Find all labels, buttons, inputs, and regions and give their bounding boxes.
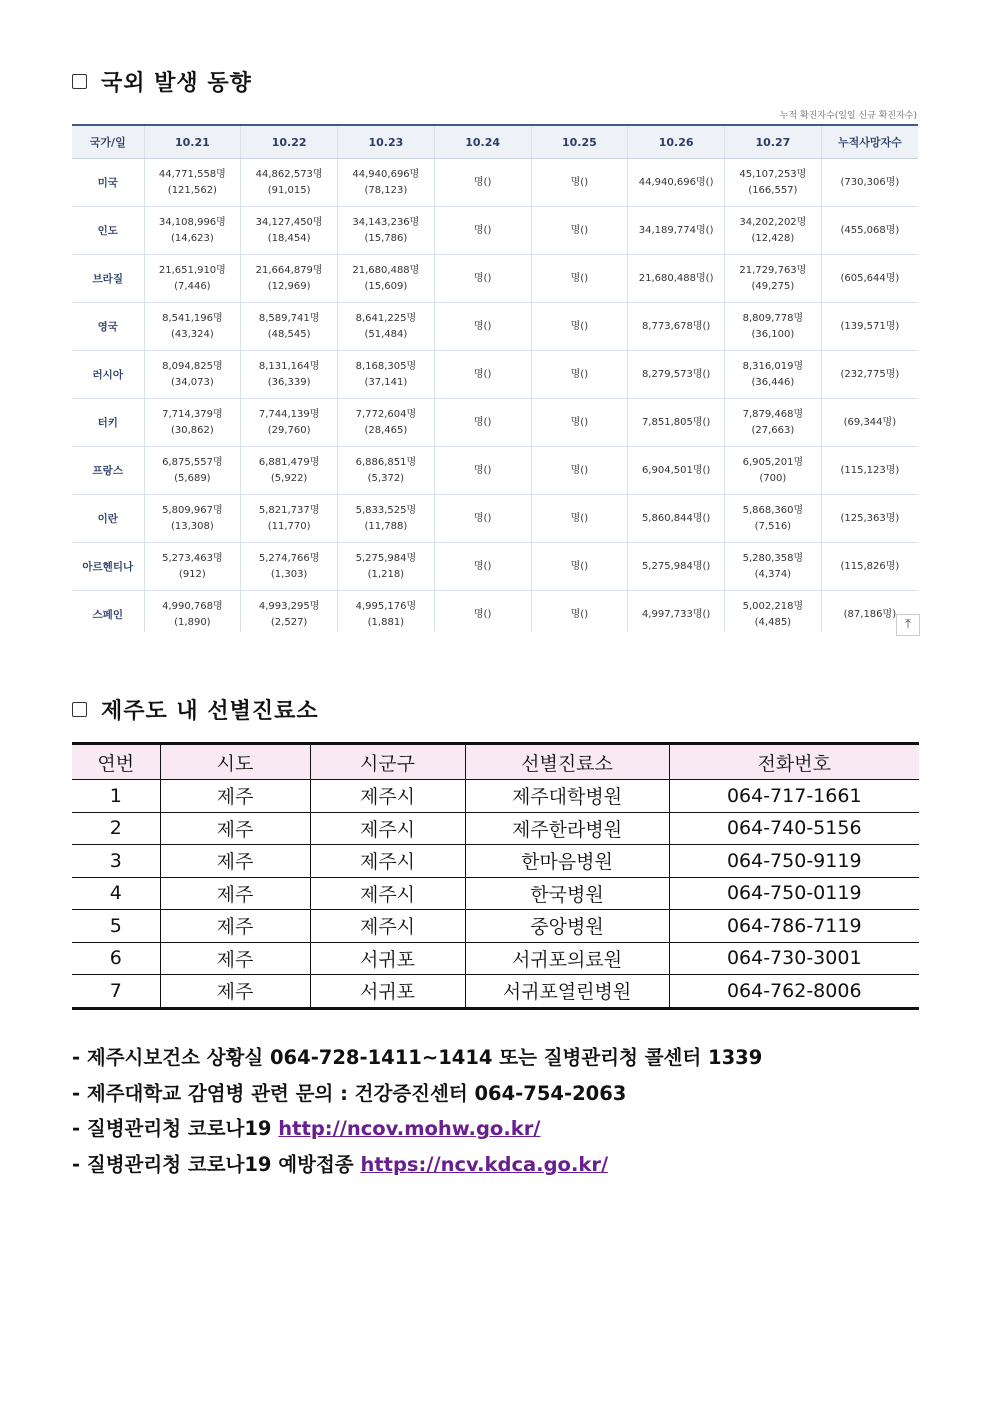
- jeju-table-header-row: [72, 744, 919, 780]
- jeju-table-cell: 제주: [160, 877, 310, 910]
- cumulative-count: 5,275,984명(): [641, 560, 711, 572]
- case-count-cell: [821, 351, 918, 399]
- case-count-cell: [725, 447, 822, 495]
- jeju-table-cell: 3: [72, 845, 160, 878]
- cumulative-count: 8,641,225명: [355, 312, 417, 324]
- case-count-cell: [434, 207, 531, 255]
- cumulative-count: 5,833,525명: [355, 504, 417, 516]
- cumulative-count: (232,775명): [840, 368, 900, 380]
- case-count-cell: [338, 159, 435, 207]
- case-count-cell: [628, 543, 725, 591]
- cumulative-count: 21,680,488명(): [638, 272, 714, 284]
- cumulative-count: 7,772,604명: [355, 408, 417, 420]
- cumulative-count: 명(): [570, 416, 589, 428]
- daily-new-count: (11,788): [364, 520, 408, 532]
- case-count-cell: [241, 495, 338, 543]
- case-count-cell: [531, 591, 628, 633]
- daily-new-count: (7,516): [754, 520, 792, 532]
- jeju-table-cell: 한국병원: [465, 877, 669, 910]
- overseas-table-row: [72, 495, 918, 543]
- cumulative-count: 5,860,844명(): [641, 512, 711, 524]
- case-count-cell: [434, 543, 531, 591]
- daily-new-count: (29,760): [267, 424, 311, 436]
- cumulative-count: 5,821,737명: [258, 504, 320, 516]
- overseas-table-row: [72, 351, 918, 399]
- case-count-cell: [725, 399, 822, 447]
- case-count-cell: [434, 399, 531, 447]
- case-count-cell: [725, 303, 822, 351]
- case-count-cell: [434, 303, 531, 351]
- overseas-column-header: 10.26: [628, 125, 725, 159]
- case-count-cell: [628, 255, 725, 303]
- jeju-table-row: [72, 845, 919, 878]
- jeju-table-row: [72, 877, 919, 910]
- jeju-table-cell: 064-717-1661: [669, 780, 919, 813]
- case-count-cell: [144, 255, 241, 303]
- case-count-cell: [531, 351, 628, 399]
- case-count-cell: [338, 303, 435, 351]
- case-count-cell: [144, 495, 241, 543]
- case-count-cell: [531, 159, 628, 207]
- jeju-table-cell: 제주시: [310, 812, 465, 845]
- jeju-table-cell: 064-750-9119: [669, 845, 919, 878]
- daily-new-count: (11,770): [267, 520, 311, 532]
- cumulative-count: 명(): [473, 272, 492, 284]
- jeju-table-cell: 7: [72, 975, 160, 1009]
- cumulative-count: 7,714,379명: [162, 408, 223, 420]
- case-count-cell: [725, 207, 822, 255]
- jeju-table-cell: 6: [72, 942, 160, 975]
- cumulative-count: 8,316,019명: [742, 360, 804, 372]
- daily-new-count: (5,922): [270, 472, 308, 484]
- cumulative-count: 5,273,463명: [162, 552, 223, 564]
- case-count-cell: [725, 495, 822, 543]
- case-count-cell: [628, 591, 725, 633]
- jeju-table-cell: 서귀포열린병원: [465, 975, 669, 1009]
- cumulative-count: 6,881,479명: [258, 456, 320, 468]
- case-count-cell: [628, 447, 725, 495]
- cumulative-count: 명(): [473, 368, 492, 380]
- case-count-cell: [241, 207, 338, 255]
- overseas-table-container: [72, 124, 918, 632]
- jeju-table-row: [72, 975, 919, 1009]
- case-count-cell: [628, 399, 725, 447]
- arrow-up-to-top-icon: ⤒: [905, 617, 911, 632]
- cumulative-count: (115,826명): [840, 560, 900, 572]
- case-count-cell: [241, 591, 338, 633]
- cumulative-count: 8,773,678명(): [641, 320, 711, 332]
- cumulative-count: 8,131,164명: [258, 360, 320, 372]
- overseas-table-row: [72, 591, 918, 633]
- jeju-table-cell: 제주시: [310, 780, 465, 813]
- contact-line-4-text: - 질병관리청 코로나19 예방접종: [72, 1152, 361, 1176]
- cumulative-count: 명(): [473, 512, 492, 524]
- daily-new-count: (166,557): [748, 184, 798, 196]
- cumulative-count: 명(): [473, 560, 492, 572]
- daily-new-count: (1,303): [270, 568, 308, 580]
- cumulative-count: 명(): [570, 176, 589, 188]
- cumulative-count: 7,851,805명(): [641, 416, 711, 428]
- daily-new-count: (27,663): [751, 424, 795, 436]
- case-count-cell: [821, 447, 918, 495]
- cumulative-count: 명(): [473, 464, 492, 476]
- cumulative-count: (730,306명): [840, 176, 900, 188]
- jeju-clinic-table: [72, 742, 919, 1010]
- case-count-cell: [144, 303, 241, 351]
- cumulative-count: 45,107,253명: [739, 168, 807, 180]
- jeju-table-row: [72, 780, 919, 813]
- cumulative-count: 8,541,196명: [162, 312, 223, 324]
- cumulative-count: 21,680,488명: [352, 264, 420, 276]
- cumulative-count: 7,744,139명: [258, 408, 320, 420]
- overseas-column-header: 누적사망자수: [821, 125, 918, 159]
- cumulative-count: 8,094,825명: [162, 360, 223, 372]
- cumulative-count: (455,068명): [840, 224, 900, 236]
- jeju-table-cell: 제주한라병원: [465, 812, 669, 845]
- jeju-table-cell: 064-750-0119: [669, 877, 919, 910]
- cumulative-count: 4,993,295명: [258, 600, 320, 612]
- jeju-table-cell: 제주: [160, 910, 310, 943]
- daily-new-count: (91,015): [267, 184, 311, 196]
- checkbox-icon: [72, 702, 87, 717]
- cumulative-count: 7,879,468명: [742, 408, 804, 420]
- case-count-cell: [434, 351, 531, 399]
- daily-new-count: (78,123): [364, 184, 408, 196]
- case-count-cell: [628, 495, 725, 543]
- jeju-table-cell: 2: [72, 812, 160, 845]
- case-count-cell: [531, 495, 628, 543]
- daily-new-count: (12,428): [751, 232, 795, 244]
- jeju-title: 제주도 내 선별진료소: [101, 699, 319, 724]
- jeju-table-row: [72, 910, 919, 943]
- cumulative-count: 명(): [473, 320, 492, 332]
- jeju-table-cell: 1: [72, 780, 160, 813]
- case-count-cell: [434, 255, 531, 303]
- cumulative-count: 명(): [570, 272, 589, 284]
- jeju-table-cell: 서귀포의료원: [465, 942, 669, 975]
- daily-new-count: (1,890): [174, 616, 211, 628]
- daily-new-count: (37,141): [364, 376, 408, 388]
- cumulative-count: 명(): [570, 464, 589, 476]
- overseas-column-header: 10.25: [531, 125, 628, 159]
- daily-new-count: (30,862): [170, 424, 214, 436]
- overseas-table-row: [72, 447, 918, 495]
- case-count-cell: [821, 207, 918, 255]
- daily-new-count: (36,100): [751, 328, 795, 340]
- country-name: 인도: [72, 207, 144, 255]
- case-count-cell: [725, 255, 822, 303]
- jeju-table-cell: 제주시: [310, 877, 465, 910]
- cumulative-count: 21,651,910명: [158, 264, 226, 276]
- jeju-table-cell: 제주: [160, 845, 310, 878]
- case-count-cell: [531, 207, 628, 255]
- daily-new-count: (4,374): [754, 568, 792, 580]
- case-count-cell: [144, 159, 241, 207]
- case-count-cell: [531, 303, 628, 351]
- cumulative-count: 4,990,768명: [162, 600, 223, 612]
- jeju-table-cell: 서귀포: [310, 942, 465, 975]
- cumulative-count: 8,279,573명(): [641, 368, 711, 380]
- daily-new-count: (1,881): [367, 616, 405, 628]
- jeju-table-cell: 4: [72, 877, 160, 910]
- jeju-column-header: 시도: [160, 744, 310, 780]
- overseas-table-row: [72, 255, 918, 303]
- case-count-cell: [628, 207, 725, 255]
- overseas-table-row: [72, 399, 918, 447]
- overseas-table-note: 누적 확진자수(일일 신규 확진자수): [779, 111, 917, 121]
- cumulative-count: 5,274,766명: [258, 552, 320, 564]
- cumulative-count: 34,108,996명: [158, 216, 226, 228]
- case-count-cell: [628, 351, 725, 399]
- daily-new-count: (18,454): [267, 232, 311, 244]
- daily-new-count: (4,485): [754, 616, 792, 628]
- country-name: 터키: [72, 399, 144, 447]
- cumulative-count: 21,729,763명: [739, 264, 807, 276]
- jeju-table-cell: 064-740-5156: [669, 812, 919, 845]
- overseas-column-header: 10.22: [241, 125, 338, 159]
- case-count-cell: [241, 447, 338, 495]
- contact-line-1: - 제주시보건소 상황실 064-728-1411~1414 또는 질병관리청 콜센터 1339: [72, 1046, 763, 1069]
- daily-new-count: (2,527): [270, 616, 308, 628]
- case-count-cell: [628, 303, 725, 351]
- case-count-cell: [725, 159, 822, 207]
- jeju-table-row: [72, 942, 919, 975]
- case-count-cell: [338, 255, 435, 303]
- daily-new-count: (12,969): [267, 280, 311, 292]
- daily-new-count: (912): [178, 568, 206, 580]
- case-count-cell: [144, 351, 241, 399]
- daily-new-count: (28,465): [364, 424, 408, 436]
- case-count-cell: [821, 495, 918, 543]
- cumulative-count: (605,644명): [840, 272, 900, 284]
- case-count-cell: [434, 495, 531, 543]
- country-name: 영국: [72, 303, 144, 351]
- case-count-cell: [531, 255, 628, 303]
- case-count-cell: [821, 303, 918, 351]
- cumulative-count: (125,363명): [840, 512, 900, 524]
- country-name: 러시아: [72, 351, 144, 399]
- contact-line-3-text: - 질병관리청 코로나19: [72, 1117, 279, 1140]
- cumulative-count: 6,905,201명: [742, 456, 804, 468]
- daily-new-count: (5,689): [174, 472, 211, 484]
- daily-new-count: (15,609): [364, 280, 408, 292]
- case-count-cell: [725, 351, 822, 399]
- cumulative-count: 34,202,202명: [739, 216, 807, 228]
- case-count-cell: [531, 543, 628, 591]
- cumulative-count: 34,127,450명: [255, 216, 323, 228]
- country-name: 미국: [72, 159, 144, 207]
- case-count-cell: [821, 399, 918, 447]
- cumulative-count: 44,940,696명: [352, 168, 420, 180]
- overseas-table-row: [72, 543, 918, 591]
- daily-new-count: (121,562): [167, 184, 217, 196]
- case-count-cell: [434, 591, 531, 633]
- country-name: 아르헨티나: [72, 543, 144, 591]
- case-count-cell: [144, 543, 241, 591]
- case-count-cell: [434, 159, 531, 207]
- case-count-cell: [338, 543, 435, 591]
- country-name: 브라질: [72, 255, 144, 303]
- jeju-table-cell: 제주: [160, 975, 310, 1009]
- ncov-link[interactable]: http://ncov.mohw.go.kr/: [278, 1117, 541, 1140]
- cumulative-count: 5,002,218명: [742, 600, 804, 612]
- jeju-table-cell: 제주시: [310, 910, 465, 943]
- jeju-table-cell: 제주시: [310, 845, 465, 878]
- cumulative-count: 6,904,501명(): [641, 464, 711, 476]
- jeju-table-cell: 한마음병원: [465, 845, 669, 878]
- jeju-column-header: 선별진료소: [465, 744, 669, 780]
- case-count-cell: [144, 207, 241, 255]
- jeju-table-cell: 064-762-8006: [669, 975, 919, 1009]
- cumulative-count: 명(): [570, 320, 589, 332]
- case-count-cell: [241, 255, 338, 303]
- case-count-cell: [725, 591, 822, 633]
- case-count-cell: [338, 399, 435, 447]
- overseas-column-header: 10.24: [434, 125, 531, 159]
- cumulative-count: 4,997,733명(): [641, 608, 711, 620]
- cumulative-count: 명(): [570, 608, 589, 620]
- case-count-cell: [144, 399, 241, 447]
- daily-new-count: (36,339): [267, 376, 311, 388]
- cumulative-count: 8,809,778명: [742, 312, 804, 324]
- cumulative-count: (69,344명): [843, 416, 897, 428]
- daily-new-count: (1,218): [367, 568, 405, 580]
- jeju-table-cell: 제주: [160, 812, 310, 845]
- overseas-title: 국외 발생 동향: [101, 71, 252, 96]
- case-count-cell: [338, 591, 435, 633]
- jeju-section-heading: [72, 694, 319, 725]
- case-count-cell: [338, 447, 435, 495]
- case-count-cell: [144, 591, 241, 633]
- daily-new-count: (49,275): [751, 280, 795, 292]
- daily-new-count: (5,372): [367, 472, 405, 484]
- cumulative-count: 명(): [473, 608, 492, 620]
- daily-new-count: (43,324): [170, 328, 214, 340]
- contact-line-2: - 제주대학교 감염병 관련 문의 : 건강증진센터 064-754-2063: [72, 1081, 627, 1105]
- cumulative-count: 4,995,176명: [355, 600, 417, 612]
- case-count-cell: [821, 255, 918, 303]
- cumulative-count: 34,143,236명: [352, 216, 420, 228]
- case-count-cell: [628, 159, 725, 207]
- daily-new-count: (34,073): [170, 376, 214, 388]
- case-count-cell: [241, 159, 338, 207]
- daily-new-count: (13,308): [170, 520, 214, 532]
- cumulative-count: 명(): [473, 176, 492, 188]
- cumulative-count: (87,186명): [843, 608, 897, 620]
- contact-info: [72, 1040, 762, 1182]
- checkbox-icon: [72, 74, 87, 89]
- overseas-table-row: [72, 159, 918, 207]
- overseas-column-header: 10.21: [144, 125, 241, 159]
- cumulative-count: 8,589,741명: [258, 312, 320, 324]
- jeju-table-cell: 중앙병원: [465, 910, 669, 943]
- overseas-table-header-row: [72, 125, 918, 159]
- scroll-to-top-button[interactable]: [896, 614, 920, 636]
- cumulative-count: 명(): [570, 224, 589, 236]
- cumulative-count: 6,875,557명: [162, 456, 223, 468]
- cumulative-count: 명(): [570, 560, 589, 572]
- overseas-column-header: 국가/일: [72, 125, 144, 159]
- case-count-cell: [338, 207, 435, 255]
- cumulative-count: 5,280,358명: [742, 552, 804, 564]
- jeju-table-cell: 064-786-7119: [669, 910, 919, 943]
- country-name: 스페인: [72, 591, 144, 633]
- contact-line-3: [72, 1111, 762, 1147]
- jeju-table-cell: 서귀포: [310, 975, 465, 1009]
- daily-new-count: (14,623): [170, 232, 214, 244]
- cumulative-count: (115,123명): [840, 464, 900, 476]
- contact-line-4: [72, 1147, 762, 1183]
- daily-new-count: (700): [759, 472, 787, 484]
- daily-new-count: (7,446): [174, 280, 211, 292]
- daily-new-count: (36,446): [751, 376, 795, 388]
- country-name: 프랑스: [72, 447, 144, 495]
- cumulative-count: 34,189,774명(): [638, 224, 714, 236]
- case-count-cell: [338, 495, 435, 543]
- cumulative-count: (139,571명): [840, 320, 900, 332]
- cumulative-count: 44,940,696명(): [638, 176, 714, 188]
- cumulative-count: 6,886,851명: [355, 456, 417, 468]
- case-count-cell: [725, 543, 822, 591]
- daily-new-count: (48,545): [267, 328, 311, 340]
- ncv-link[interactable]: https://ncv.kdca.go.kr/: [360, 1152, 609, 1176]
- case-count-cell: [821, 543, 918, 591]
- overseas-table-row: [72, 303, 918, 351]
- overseas-column-header: 10.27: [725, 125, 822, 159]
- overseas-section-heading: [72, 66, 252, 97]
- cumulative-count: 44,862,573명: [255, 168, 323, 180]
- jeju-table-cell: 제주대학병원: [465, 780, 669, 813]
- cumulative-count: 5,809,967명: [162, 504, 223, 516]
- cumulative-count: 21,664,879명: [255, 264, 323, 276]
- case-count-cell: [241, 543, 338, 591]
- jeju-table-cell: 064-730-3001: [669, 942, 919, 975]
- cumulative-count: 8,168,305명: [355, 360, 417, 372]
- cumulative-count: 명(): [473, 416, 492, 428]
- case-count-cell: [338, 351, 435, 399]
- case-count-cell: [434, 447, 531, 495]
- cumulative-count: 명(): [473, 224, 492, 236]
- cumulative-count: 44,771,558명: [158, 168, 226, 180]
- jeju-table-cell: 5: [72, 910, 160, 943]
- daily-new-count: (15,786): [364, 232, 408, 244]
- case-count-cell: [241, 399, 338, 447]
- cumulative-count: 명(): [570, 512, 589, 524]
- jeju-table-cell: 제주: [160, 780, 310, 813]
- overseas-column-header: 10.23: [338, 125, 435, 159]
- overseas-table: [72, 124, 918, 632]
- case-count-cell: [144, 447, 241, 495]
- case-count-cell: [821, 159, 918, 207]
- case-count-cell: [531, 447, 628, 495]
- case-count-cell: [241, 351, 338, 399]
- overseas-table-row: [72, 207, 918, 255]
- cumulative-count: 5,275,984명: [355, 552, 417, 564]
- jeju-table-cell: 제주: [160, 942, 310, 975]
- jeju-column-header: 시군구: [310, 744, 465, 780]
- jeju-table-row: [72, 812, 919, 845]
- daily-new-count: (51,484): [364, 328, 408, 340]
- case-count-cell: [531, 399, 628, 447]
- case-count-cell: [241, 303, 338, 351]
- country-name: 이란: [72, 495, 144, 543]
- cumulative-count: 명(): [570, 368, 589, 380]
- jeju-column-header: 연번: [72, 744, 160, 780]
- cumulative-count: 5,868,360명: [742, 504, 804, 516]
- jeju-column-header: 전화번호: [669, 744, 919, 780]
